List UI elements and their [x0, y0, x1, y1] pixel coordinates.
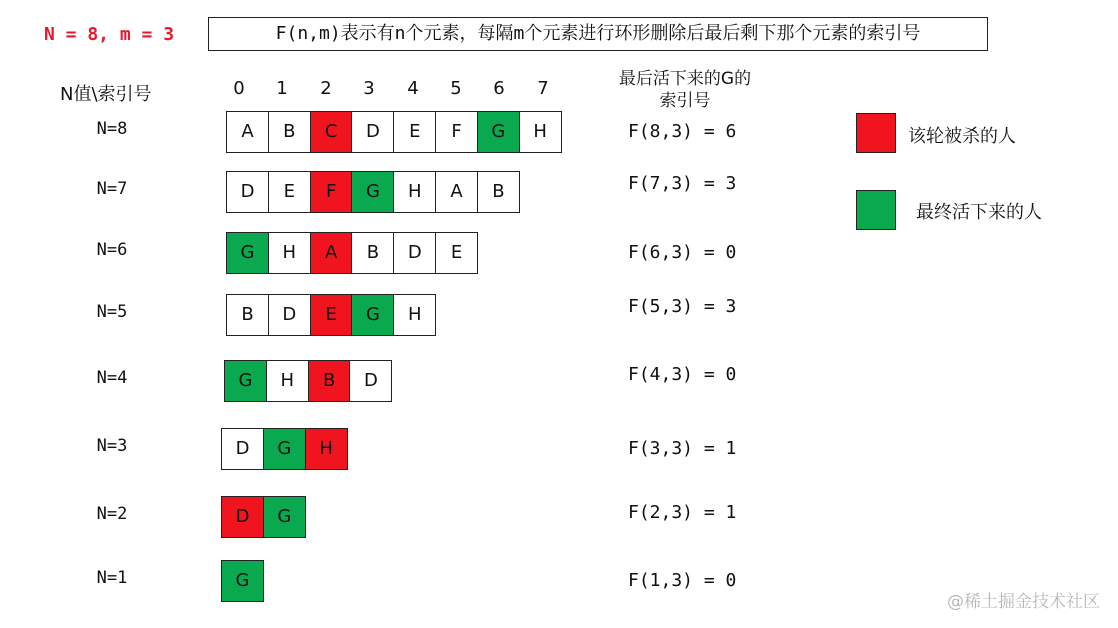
- killed-person-cell: H: [305, 428, 348, 470]
- row-strip: [226, 232, 477, 274]
- killed-person-cell: B: [308, 360, 351, 402]
- survivor-cell: G: [221, 560, 264, 602]
- parameters-label: N = 8, m = 3: [44, 24, 175, 45]
- index-label: 3: [363, 78, 375, 99]
- person-cell: H: [268, 232, 311, 274]
- result-header-line1: 最后活下来的G的: [618, 69, 752, 89]
- result-formula: F(3,3) = 1: [628, 438, 737, 459]
- person-cell: B: [351, 232, 394, 274]
- result-formula: F(8,3) = 6: [628, 121, 737, 142]
- row-strip: [221, 428, 346, 470]
- index-label: 0: [233, 78, 245, 99]
- killed-person-cell: F: [310, 171, 353, 213]
- person-cell: E: [435, 232, 478, 274]
- person-cell: D: [268, 294, 311, 336]
- row-label: N=7: [96, 179, 128, 199]
- person-cell: A: [435, 171, 478, 213]
- person-cell: B: [477, 171, 520, 213]
- person-cell: D: [349, 360, 392, 402]
- survivor-cell: G: [263, 428, 306, 470]
- index-label: 1: [276, 78, 288, 99]
- killed-person-cell: D: [221, 496, 264, 538]
- person-cell: D: [221, 428, 264, 470]
- definition-box: [208, 17, 988, 51]
- survivor-cell: G: [351, 171, 394, 213]
- legend-killed-swatch: [856, 113, 896, 153]
- person-cell: E: [268, 171, 311, 213]
- row-strip: [221, 496, 305, 538]
- row-label: N=8: [96, 119, 128, 139]
- result-formula: F(2,3) = 1: [628, 502, 737, 523]
- row-label: N=2: [96, 504, 128, 524]
- person-cell: A: [226, 111, 269, 153]
- row-header-label: N值\索引号: [60, 84, 152, 105]
- person-cell: B: [226, 294, 269, 336]
- row-label: N=6: [96, 240, 128, 260]
- row-strip: [221, 560, 263, 602]
- survivor-cell: G: [477, 111, 520, 153]
- watermark: @稀土掘金技术社区: [947, 592, 1100, 612]
- row-label: N=3: [96, 436, 128, 456]
- person-cell: H: [266, 360, 309, 402]
- definition-text: F(n,m)表示有n个元素，每隔m个元素进行环形删除后最后剩下那个元素的索引号: [275, 23, 921, 44]
- killed-person-cell: E: [310, 294, 353, 336]
- killed-person-cell: A: [310, 232, 353, 274]
- result-formula: F(7,3) = 3: [628, 173, 737, 194]
- row-label: N=1: [96, 568, 128, 588]
- survivor-cell: G: [226, 232, 269, 274]
- person-cell: B: [268, 111, 311, 153]
- result-formula: F(4,3) = 0: [628, 364, 737, 385]
- survivor-cell: G: [224, 360, 267, 402]
- row-strip: [226, 294, 435, 336]
- result-header: [600, 68, 770, 112]
- result-formula: F(6,3) = 0: [628, 242, 737, 263]
- survivor-cell: G: [351, 294, 394, 336]
- person-cell: H: [393, 294, 436, 336]
- person-cell: D: [351, 111, 394, 153]
- person-cell: F: [435, 111, 478, 153]
- person-cell: E: [393, 111, 436, 153]
- result-header-line2: 索引号: [659, 91, 711, 111]
- row-strip: [224, 360, 391, 402]
- person-cell: D: [226, 171, 269, 213]
- row-label: N=4: [96, 368, 128, 388]
- legend-killed-label: 该轮被杀的人: [908, 126, 1016, 147]
- legend-survivor-swatch: [856, 190, 896, 230]
- index-label: 2: [320, 78, 332, 99]
- survivor-cell: G: [263, 496, 306, 538]
- row-strip: [226, 171, 519, 213]
- index-label: 6: [493, 78, 505, 99]
- index-label: 4: [407, 78, 419, 99]
- person-cell: D: [393, 232, 436, 274]
- killed-person-cell: C: [310, 111, 353, 153]
- index-label: 5: [450, 78, 462, 99]
- row-label: N=5: [96, 302, 128, 322]
- person-cell: H: [519, 111, 562, 153]
- index-label: 7: [537, 78, 549, 99]
- legend-survivor-label: 最终活下来的人: [916, 202, 1042, 223]
- result-formula: F(5,3) = 3: [628, 296, 737, 317]
- person-cell: H: [393, 171, 436, 213]
- row-strip: [226, 111, 561, 153]
- result-formula: F(1,3) = 0: [628, 570, 737, 591]
